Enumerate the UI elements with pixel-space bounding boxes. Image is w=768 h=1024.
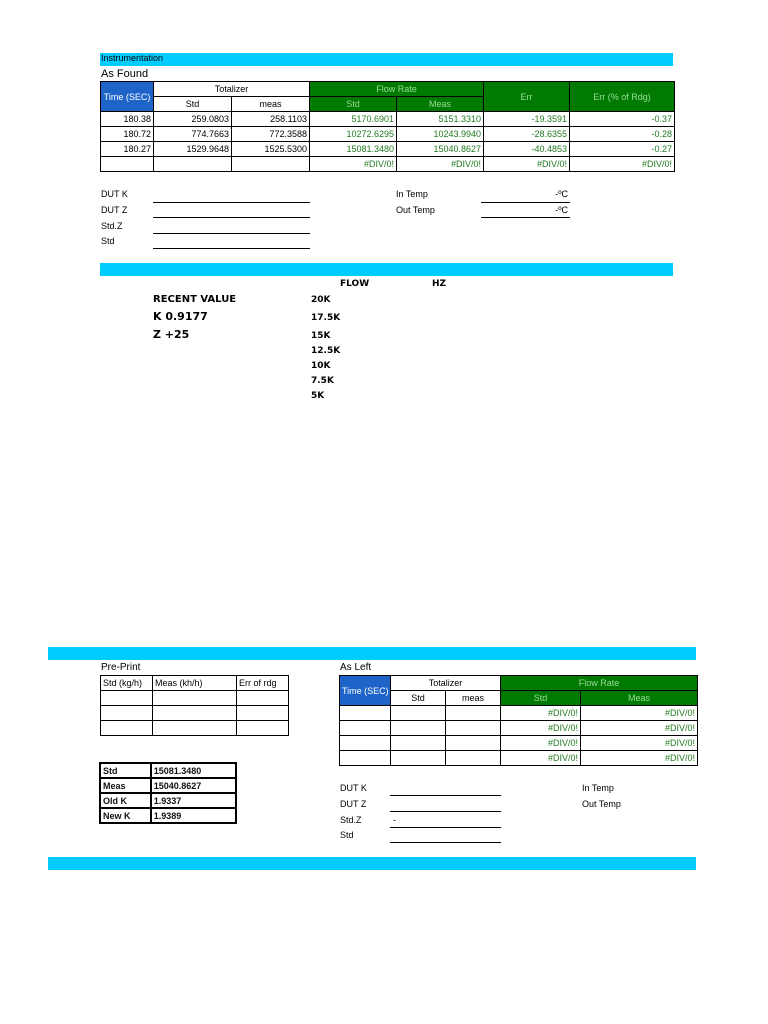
table-row <box>340 751 698 766</box>
dut-k-label: DUT K <box>101 189 128 199</box>
flow-rate-header: Flow Rate <box>501 676 698 691</box>
summary-value: 1.9389 <box>151 808 236 823</box>
summary-value: 15081.3480 <box>151 763 236 778</box>
std-label: Std <box>340 830 354 840</box>
preprint-cell[interactable] <box>101 706 153 721</box>
cell-tot-meas <box>232 157 310 172</box>
summary-label: Meas <box>100 778 151 793</box>
cell-tot-std[interactable] <box>391 706 446 721</box>
cell-flow-meas: #DIV/0! <box>397 157 484 172</box>
flow-rate-header: Flow Rate <box>310 82 484 97</box>
preprint-cell[interactable] <box>101 691 153 706</box>
table-row <box>101 112 675 127</box>
cell-err-pct: -0.28 <box>570 127 675 142</box>
table-row <box>101 157 675 172</box>
cell-tot-meas: 1525.5300 <box>232 142 310 157</box>
cell-tot-std: 259.0803 <box>154 112 232 127</box>
preprint-cell[interactable] <box>237 721 289 736</box>
cell-time[interactable] <box>340 706 391 721</box>
table-row <box>101 691 289 706</box>
preprint-cell[interactable] <box>153 691 237 706</box>
out-temp-field[interactable] <box>481 217 570 218</box>
table-row <box>100 763 236 778</box>
cell-time: 180.38 <box>101 112 154 127</box>
cell-tot-meas[interactable] <box>446 706 501 721</box>
cell-flow-meas: #DIV/0! <box>581 706 698 721</box>
dut-z-field[interactable] <box>153 217 310 218</box>
table-row <box>100 808 236 823</box>
totalizer-std-header: Std <box>391 691 446 706</box>
flow-header: FLOW <box>340 279 370 289</box>
k-summary-table <box>99 762 237 824</box>
cell-flow-meas: #DIV/0! <box>581 721 698 736</box>
flow-value-12-5k: 12.5K <box>311 346 341 356</box>
recent-value-label: RECENT VALUE <box>153 294 237 305</box>
cell-tot-meas: 772.3588 <box>232 127 310 142</box>
cell-tot-std[interactable] <box>391 751 446 766</box>
cell-time[interactable] <box>340 736 391 751</box>
totalizer-header: Totalizer <box>391 676 501 691</box>
cell-flow-meas: 15040.8627 <box>397 142 484 157</box>
section-band-instrumentation <box>100 53 673 66</box>
section-band-footer <box>48 857 696 870</box>
out-temp-value: -ºC <box>555 205 568 215</box>
summary-value: 15040.8627 <box>151 778 236 793</box>
preprint-cell[interactable] <box>153 706 237 721</box>
flow-std-header: Std <box>501 691 581 706</box>
std-z-label: Std.Z <box>340 815 362 825</box>
cell-err-pct: -0.37 <box>570 112 675 127</box>
table-row <box>101 706 289 721</box>
std-label: Std <box>101 236 115 246</box>
flow-value-17-5k: 17.5K <box>311 313 341 323</box>
as-found-table <box>100 81 675 172</box>
std-z-label: Std.Z <box>101 221 123 231</box>
in-temp-value: -ºC <box>555 189 568 199</box>
totalizer-meas-header: meas <box>232 97 310 112</box>
err-header: Err <box>484 82 570 112</box>
cell-flow-std: #DIV/0! <box>501 736 581 751</box>
as-left-title: As Left <box>340 662 372 673</box>
cell-flow-std: #DIV/0! <box>501 721 581 736</box>
cell-flow-std: #DIV/0! <box>310 157 397 172</box>
preprint-err-header: Err of rdg <box>237 676 289 691</box>
section-band-flow <box>100 263 673 276</box>
preprint-cell[interactable] <box>237 691 289 706</box>
cell-flow-meas: 10243.9940 <box>397 127 484 142</box>
totalizer-header: Totalizer <box>154 82 310 97</box>
out-temp-label: Out Temp <box>396 205 435 215</box>
z-value: Z +25 <box>153 328 190 341</box>
dut-z-label: DUT Z <box>340 799 367 809</box>
preprint-cell[interactable] <box>237 706 289 721</box>
flow-value-5k: 5K <box>311 391 325 401</box>
band-title: Instrumentation <box>101 53 164 63</box>
cell-tot-std: 1529.9648 <box>154 142 232 157</box>
table-row <box>100 778 236 793</box>
std-z-field[interactable] <box>153 233 310 234</box>
cell-flow-std: 15081.3480 <box>310 142 397 157</box>
k-value: K 0.9177 <box>153 310 208 323</box>
hz-header: HZ <box>432 279 447 289</box>
preprint-cell[interactable] <box>101 721 153 736</box>
table-row <box>340 706 698 721</box>
cell-tot-meas[interactable] <box>446 736 501 751</box>
cell-flow-meas: 5151.3310 <box>397 112 484 127</box>
table-row <box>100 793 236 808</box>
table-row <box>101 127 675 142</box>
table-row <box>340 721 698 736</box>
dut-z-field[interactable] <box>390 811 501 812</box>
cell-err-pct: #DIV/0! <box>570 157 675 172</box>
totalizer-std-header: Std <box>154 97 232 112</box>
summary-label: Old K <box>100 793 151 808</box>
cell-tot-std[interactable] <box>391 721 446 736</box>
cell-time[interactable] <box>340 721 391 736</box>
preprint-cell[interactable] <box>153 721 237 736</box>
cell-flow-std: 5170.6901 <box>310 112 397 127</box>
cell-tot-meas: 258.1103 <box>232 112 310 127</box>
cell-err: -19.3591 <box>484 112 570 127</box>
cell-time: 180.72 <box>101 127 154 142</box>
cell-err: -40.4853 <box>484 142 570 157</box>
cell-err: -28.6355 <box>484 127 570 142</box>
table-row <box>101 721 289 736</box>
cell-flow-std: 10272.6295 <box>310 127 397 142</box>
section-band-preprint <box>48 647 696 660</box>
std-z-field[interactable] <box>390 827 501 828</box>
cell-time <box>101 157 154 172</box>
dut-k-label: DUT K <box>340 783 367 793</box>
totalizer-meas-header: meas <box>446 691 501 706</box>
preprint-meas-header: Meas (kh/h) <box>153 676 237 691</box>
as-found-title: As Found <box>101 68 149 80</box>
preprint-table <box>100 675 289 736</box>
std-field[interactable] <box>153 248 310 249</box>
out-temp-label: Out Temp <box>582 799 621 809</box>
table-row <box>101 142 675 157</box>
cell-err-pct: -0.27 <box>570 142 675 157</box>
table-row <box>340 736 698 751</box>
summary-label: Std <box>100 763 151 778</box>
flow-std-header: Std <box>310 97 397 112</box>
preprint-std-header: Std (kg/h) <box>101 676 153 691</box>
cell-time[interactable] <box>340 751 391 766</box>
err-pct-header: Err (% of Rdg) <box>570 82 675 112</box>
cell-tot-meas[interactable] <box>446 751 501 766</box>
flow-meas-header: Meas <box>581 691 698 706</box>
summary-value: 1.9337 <box>151 793 236 808</box>
cell-flow-std: #DIV/0! <box>501 706 581 721</box>
cell-err: #DIV/0! <box>484 157 570 172</box>
cell-flow-meas: #DIV/0! <box>581 736 698 751</box>
in-temp-label: In Temp <box>396 189 428 199</box>
std-field[interactable] <box>390 842 501 843</box>
as-left-table <box>339 675 698 766</box>
cell-flow-std: #DIV/0! <box>501 751 581 766</box>
cell-flow-meas: #DIV/0! <box>581 751 698 766</box>
dut-k-field[interactable] <box>153 202 310 203</box>
flow-value-15k: 15K <box>311 331 331 341</box>
dut-k-field[interactable] <box>390 795 501 796</box>
time-header: Time (SEC) <box>101 82 154 112</box>
cell-tot-std: 774.7663 <box>154 127 232 142</box>
flow-value-20k: 20K <box>311 295 331 305</box>
time-header: Time (SEC) <box>340 676 391 706</box>
in-temp-label: In Temp <box>582 783 614 793</box>
cell-time: 180.27 <box>101 142 154 157</box>
preprint-title: Pre-Print <box>101 662 141 673</box>
std-z-value: - <box>393 815 396 825</box>
flow-value-7-5k: 7.5K <box>311 376 334 386</box>
dut-z-label: DUT Z <box>101 205 128 215</box>
flow-value-10k: 10K <box>311 361 331 371</box>
summary-label: New K <box>100 808 151 823</box>
flow-meas-header: Meas <box>397 97 484 112</box>
cell-tot-meas[interactable] <box>446 721 501 736</box>
cell-tot-std <box>154 157 232 172</box>
in-temp-field[interactable] <box>481 202 570 203</box>
cell-tot-std[interactable] <box>391 736 446 751</box>
